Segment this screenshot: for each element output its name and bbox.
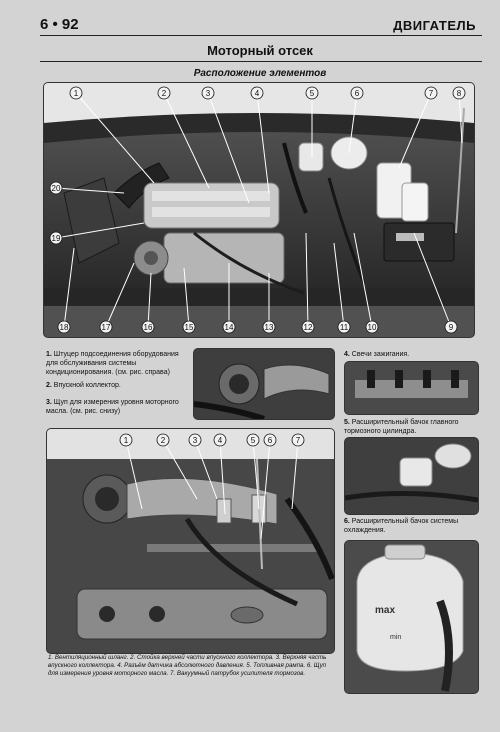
intake-manifold-photo [193, 348, 335, 420]
caption-6-number: 6. [344, 518, 350, 525]
svg-text:6: 6 [267, 436, 273, 445]
caption-3-text: Щуп для измерения уровня моторного масла. (см. рис. снизу) [46, 399, 179, 415]
caption-3-number: 3. [46, 399, 52, 406]
caption-1-text: Штуцер подсоединения оборудования для обслуживания системы кондиционирования. (см. рис. справа) [46, 351, 179, 376]
caption-5 [344, 418, 484, 436]
header-rule [40, 35, 482, 36]
detail-callout-6 [264, 434, 276, 446]
main-callout-8 [453, 87, 465, 99]
svg-text:10: 10 [367, 323, 377, 332]
svg-text:3: 3 [192, 436, 198, 445]
svg-text:11: 11 [339, 323, 349, 332]
caption-2-text: Впускной коллектор. [53, 382, 121, 389]
caption-5-text: Расширительный бачок главного тормозного цилиндра. [344, 419, 459, 435]
caption-2 [46, 381, 189, 390]
svg-text:1: 1 [123, 436, 129, 445]
caption-3 [46, 398, 189, 416]
main-callout-4 [251, 87, 263, 99]
main-callout-10 [366, 321, 378, 333]
svg-text:15: 15 [184, 323, 194, 332]
tank-min-label: min [390, 634, 402, 641]
main-callout-14 [223, 321, 235, 333]
engine-bay-photo [43, 82, 475, 338]
main-callout-2 [158, 87, 170, 99]
svg-text:8: 8 [456, 89, 462, 98]
caption-2-number: 2. [46, 382, 52, 389]
svg-text:4: 4 [254, 89, 260, 98]
svg-text:7: 7 [295, 436, 301, 445]
svg-text:4: 4 [217, 436, 223, 445]
detail-callout-2 [157, 434, 169, 446]
svg-text:19: 19 [51, 234, 61, 243]
main-callout-1 [70, 87, 82, 99]
svg-text:3: 3 [205, 89, 211, 98]
caption-6 [344, 517, 484, 535]
caption-4-number: 4. [344, 351, 350, 358]
engine-bay-illustration [44, 83, 474, 337]
title-rule [40, 61, 482, 62]
caption-4 [344, 350, 484, 359]
svg-text:20: 20 [51, 184, 61, 193]
svg-text:5: 5 [309, 89, 315, 98]
main-callout-9 [445, 321, 457, 333]
detail-photo-caption: 1. Вентиляционный шланг. 2. Стойка верхней части впускного коллектора. 3. Верхняя часть впускного коллектора. 4. Разъём датчика абсолютного давления. 5. Топливная рампа. 6. Щуп для измерения уровня моторного масла. 7. Вакуумный патрубок усилителя тормозов. [48, 654, 327, 678]
main-callout-15 [183, 321, 195, 333]
svg-text:1: 1 [73, 89, 79, 98]
page-title: Моторный отсек [207, 43, 313, 58]
main-callout-11 [338, 321, 350, 333]
svg-text:2: 2 [160, 436, 166, 445]
main-callout-16 [142, 321, 154, 333]
main-callout-20 [50, 182, 62, 194]
caption-4-text: Свечи зажигания. [351, 351, 410, 358]
svg-text:14: 14 [224, 323, 234, 332]
main-callout-13 [263, 321, 275, 333]
svg-text:9: 9 [448, 323, 454, 332]
svg-text:16: 16 [143, 323, 153, 332]
section-title: ДВИГАТЕЛЬ [393, 18, 476, 33]
svg-text:17: 17 [101, 323, 111, 332]
caption-1-number: 1. [46, 351, 52, 358]
intake-detail-photo [46, 428, 335, 654]
brake-reservoir-photo [344, 437, 479, 515]
svg-text:18: 18 [59, 323, 69, 332]
main-callout-19 [50, 232, 62, 244]
spark-plugs-photo [344, 361, 479, 415]
coolant-tank-photo [344, 540, 479, 694]
caption-1 [46, 350, 189, 377]
main-callout-18 [58, 321, 70, 333]
svg-text:12: 12 [303, 323, 313, 332]
main-callout-6 [351, 87, 363, 99]
caption-6-text: Расширительный бачок системы охлаждения. [344, 518, 459, 534]
main-callout-17 [100, 321, 112, 333]
main-callout-5 [306, 87, 318, 99]
detail-callout-4 [214, 434, 226, 446]
caption-5-number: 5. [344, 419, 350, 426]
detail-callout-5 [247, 434, 259, 446]
tank-max-label: max [375, 605, 396, 616]
page-number: 6 • 92 [40, 16, 79, 33]
svg-text:6: 6 [354, 89, 360, 98]
svg-text:7: 7 [428, 89, 434, 98]
main-callout-3 [202, 87, 214, 99]
detail-callout-3 [189, 434, 201, 446]
main-callout-12 [302, 321, 314, 333]
detail-callout-7 [292, 434, 304, 446]
svg-text:5: 5 [250, 436, 256, 445]
page-subtitle: Расположение элементов [193, 68, 327, 79]
svg-text:13: 13 [264, 323, 274, 332]
main-callout-7 [425, 87, 437, 99]
svg-text:2: 2 [161, 89, 167, 98]
detail-callout-1 [120, 434, 132, 446]
